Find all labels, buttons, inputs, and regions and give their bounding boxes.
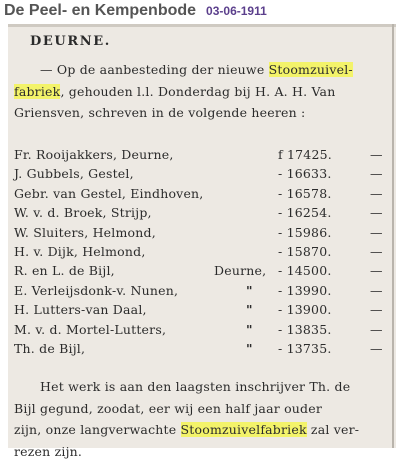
closing-paragraph (14, 376, 388, 462)
amount-dash: — (370, 261, 383, 280)
bidder-name: H. v. Dijk, Helmond, (14, 242, 146, 261)
bid-row (14, 339, 388, 358)
column-rule (392, 24, 394, 448)
amount-dash: — (370, 242, 383, 261)
amount-dash: — (370, 145, 383, 164)
bidder-name: R. en L. de Bijl, (14, 261, 115, 280)
bid-row (14, 261, 388, 280)
bid-amount: - 13735. (278, 339, 332, 358)
intro-paragraph (14, 59, 388, 124)
bid-amount: - 15986. (278, 223, 332, 242)
intro-line-2-text: , gehouden l.l. Donderdag bij H. A. H. Van (60, 84, 335, 99)
newspaper-clipping (8, 24, 396, 448)
amount-dash: — (370, 184, 383, 203)
amount-dash: — (370, 339, 383, 358)
closing-line-3-text: zijn, onze langverwachte (14, 422, 181, 437)
ditto-mark: " (246, 300, 253, 319)
search-highlight: fabriek (14, 84, 60, 99)
bid-row (14, 300, 388, 319)
closing-line-4: rezen zijn. (14, 441, 388, 462)
bidder-place: Deurne, (214, 261, 266, 280)
amount-dash: — (370, 223, 383, 242)
newspaper-title[interactable]: De Peel- en Kempenbode (4, 2, 196, 20)
bidder-name: M. v. d. Mortel-Lutters, (14, 320, 166, 339)
intro-line-1-text: — Op de aanbesteding der nieuwe (40, 62, 269, 77)
amount-dash: — (370, 281, 383, 300)
bid-row (14, 164, 388, 183)
amount-dash: — (370, 164, 383, 183)
bidder-name: Th. de Bijl, (14, 339, 85, 358)
bids-table (14, 145, 388, 358)
bidder-name: H. Lutters-van Daal, (14, 300, 147, 319)
bid-amount: - 14500. (278, 261, 332, 280)
clipping-header (4, 2, 396, 24)
closing-line-1: Het werk is aan den laagsten inschrijver Th. de (14, 376, 388, 398)
bid-amount: f 17425. (278, 145, 332, 164)
closing-line-3 (14, 419, 388, 441)
amount-dash: — (370, 203, 383, 222)
amount-dash: — (370, 300, 383, 319)
ditto-mark: " (246, 320, 253, 339)
search-highlight: Stoomzuivelfabriek (181, 422, 307, 437)
bid-amount: - 16633. (278, 164, 332, 183)
bidder-name: W. Sluiters, Helmond, (14, 223, 156, 242)
ditto-mark: " (246, 281, 253, 300)
search-highlight: Stoomzuivel- (269, 62, 353, 77)
publication-date[interactable]: 03-06-1911 (206, 4, 267, 18)
bidder-name: E. Verleijsdonk-v. Nunen, (14, 281, 178, 300)
intro-line-3: Griensven, schreven in de volgende heeren : (14, 102, 388, 124)
bid-amount: - 15870. (278, 242, 332, 261)
intro-line-2 (14, 81, 388, 103)
bidder-name: W. v. d. Broek, Strijp, (14, 203, 152, 222)
bid-amount: - 13835. (278, 320, 332, 339)
bidder-name: J. Gubbels, Gestel, (14, 164, 134, 183)
top-rule (8, 24, 396, 27)
intro-line-1 (14, 59, 388, 81)
section-heading: DEURNE. (30, 34, 111, 49)
bid-row (14, 223, 388, 242)
bid-row (14, 203, 388, 222)
bid-row (14, 145, 388, 164)
closing-line-2: Bijl gegund, zoodat, eer wij een half jaar ouder (14, 398, 388, 420)
bid-row (14, 320, 388, 339)
bid-amount: - 13900. (278, 300, 332, 319)
bid-row (14, 242, 388, 261)
ditto-mark: " (246, 339, 253, 358)
bid-amount: - 13990. (278, 281, 332, 300)
bid-row (14, 281, 388, 300)
bid-amount: - 16578. (278, 184, 332, 203)
closing-line-3-end: zal ver- (307, 422, 359, 437)
bid-amount: - 16254. (278, 203, 332, 222)
bid-row (14, 184, 388, 203)
bidder-name: Fr. Rooijakkers, Deurne, (14, 145, 174, 164)
amount-dash: — (370, 320, 383, 339)
bidder-name: Gebr. van Gestel, Eindhoven, (14, 184, 203, 203)
